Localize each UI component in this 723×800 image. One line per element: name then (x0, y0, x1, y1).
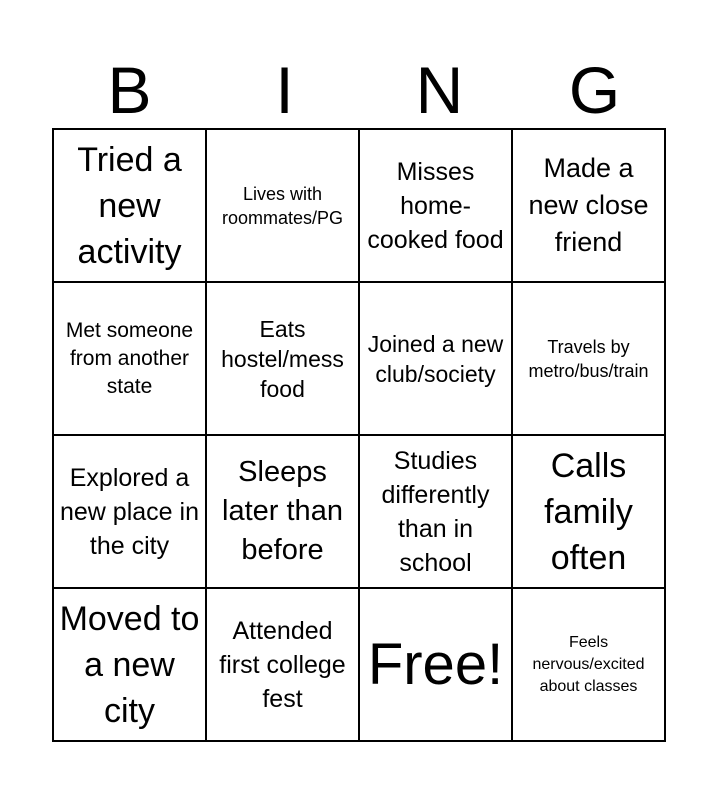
board-row (53, 588, 665, 741)
board-row (53, 435, 665, 588)
bingo-cell[interactable]: Eats hostel/mess food (206, 282, 359, 435)
header-letter-b: B (107, 53, 152, 127)
board-row (53, 129, 665, 282)
bingo-board (52, 128, 666, 742)
header-letter-n: N (415, 53, 464, 127)
bingo-cell[interactable]: Misses home-cooked food (359, 129, 512, 282)
bingo-cell[interactable]: Moved to a new city (53, 588, 206, 741)
bingo-cell[interactable]: Tried a new activity (53, 129, 206, 282)
bingo-cell[interactable]: Explored a new place in the city (53, 435, 206, 588)
board-row (53, 282, 665, 435)
bingo-cell[interactable]: Travels by metro/bus/train (512, 282, 665, 435)
bingo-cell[interactable]: Calls family often (512, 435, 665, 588)
bingo-cell[interactable]: Lives with roommates/PG (206, 129, 359, 282)
bingo-cell[interactable]: Made a new close friend (512, 129, 665, 282)
bingo-cell[interactable]: Joined a new club/society (359, 282, 512, 435)
bingo-cell[interactable]: Attended first college fest (206, 588, 359, 741)
header-letter-g: G (568, 53, 621, 127)
header-letter-i: I (275, 53, 294, 127)
bingo-cell[interactable]: Feels nervous/excited about classes (512, 588, 665, 741)
bingo-cell[interactable]: Sleeps later than before (206, 435, 359, 588)
bingo-header (52, 52, 672, 128)
free-space-cell[interactable]: Free! (359, 588, 512, 741)
bingo-cell[interactable]: Met someone from another state (53, 282, 206, 435)
bingo-cell[interactable]: Studies differently than in school (359, 435, 512, 588)
